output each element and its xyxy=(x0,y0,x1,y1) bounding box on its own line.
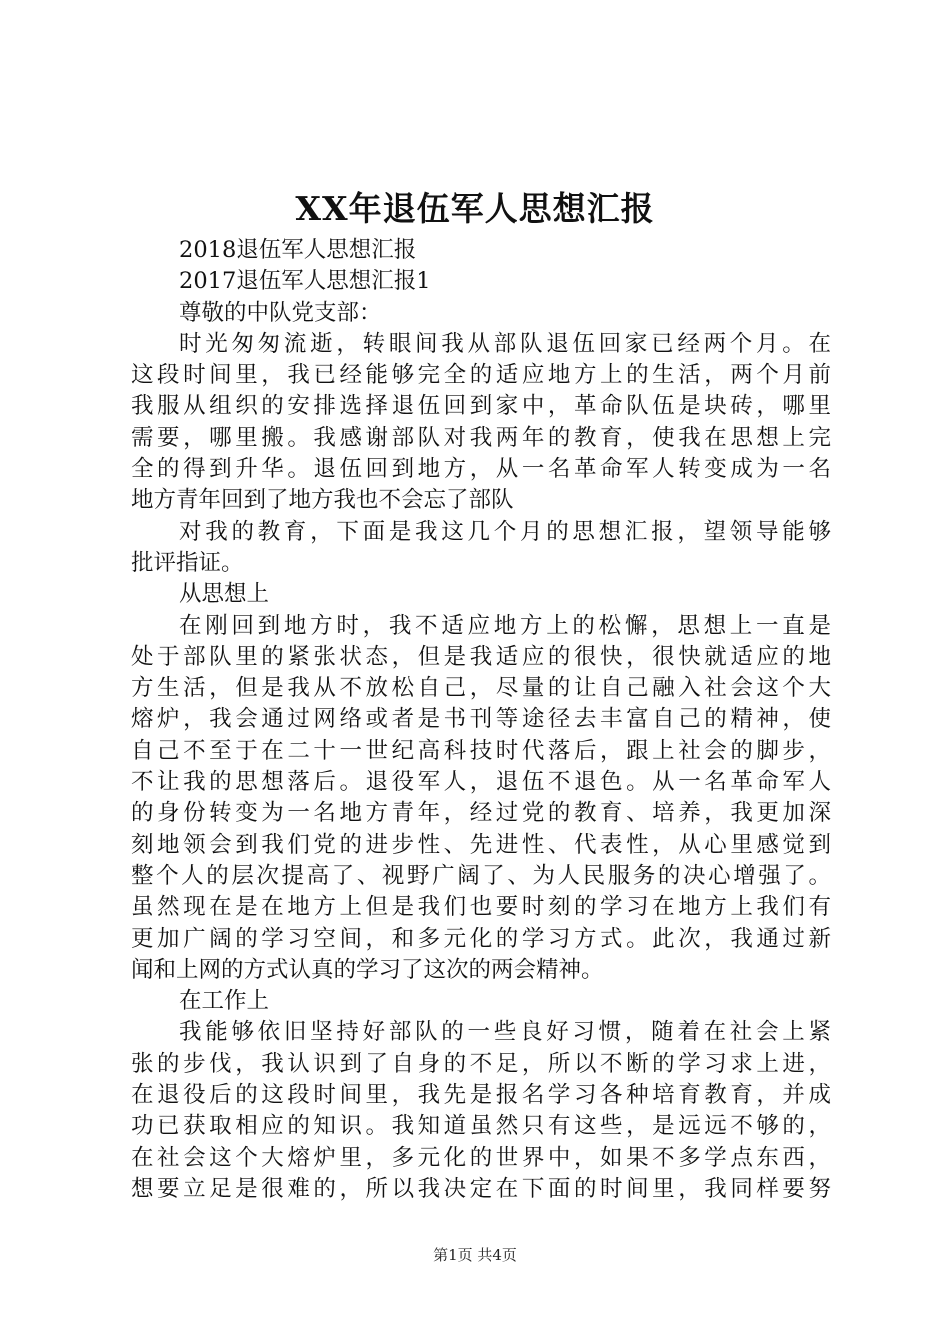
text-line: 熔炉，我会通过网络或者是书刊等途径去丰富自己的精神，使 xyxy=(131,706,831,733)
text-line: 在工作上 xyxy=(179,988,270,1015)
text-line: 2017退伍军人思想汇报1 xyxy=(179,268,431,295)
text-line: 需要，哪里搬。我感谢部队对我两年的教育，使我在思想上完 xyxy=(131,424,831,451)
text-line: 想要立足是很难的，所以我决定在下面的时间里，我同样要努 xyxy=(131,1175,831,1202)
text-line: 2018退伍军人思想汇报 xyxy=(179,237,417,263)
text-line: 对我的教育，下面是我这几个月的思想汇报，望领导能够 xyxy=(179,518,831,545)
text-line: 功已获取相应的知识。我知道虽然只有这些，是远远不够的， xyxy=(131,1113,831,1140)
text-line: 闻和上网的方式认真的学习了这次的两会精神。 xyxy=(131,956,604,983)
text-line: 张的步伐，我认识到了自身的不足，所以不断的学习求上进， xyxy=(131,1050,831,1077)
text-line: 在刚回到地方时，我不适应地方上的松懈，思想上一直是 xyxy=(179,612,831,639)
page-footer: 第1页 共4页 xyxy=(433,1246,517,1264)
text-line: 整个人的层次提高了、视野广阔了、为人民服务的决心增强了。 xyxy=(131,862,831,889)
text-line: 的身份转变为一名地方青年，经过党的教育、培养，我更加深 xyxy=(131,800,831,827)
text-line: 批评指证。 xyxy=(131,549,244,576)
text-line: 更加广阔的学习空间，和多元化的学习方式。此次，我通过新 xyxy=(131,925,831,952)
document-title: XX年退伍军人思想汇报 xyxy=(295,189,655,228)
text-line: 时光匆匆流逝，转眼间我从部队退伍回家已经两个月。在 xyxy=(179,330,831,357)
text-line: 尊敬的中队党支部： xyxy=(179,299,382,326)
text-line: 处于部队里的紧张状态，但是我适应的很快，很快就适应的地 xyxy=(131,643,831,670)
text-line: 从思想上 xyxy=(179,581,270,608)
text-line: 我服从组织的安排选择退伍回到家中，革命队伍是块砖，哪里 xyxy=(131,393,831,420)
text-line: 方生活，但是我从不放松自己，尽量的让自己融入社会这个大 xyxy=(131,675,831,702)
text-line: 在社会这个大熔炉里，多元化的世界中，如果不多学点东西， xyxy=(131,1144,831,1171)
text-line: 地方青年回到了地方我也不会忘了部队 xyxy=(131,487,514,514)
text-line: 全的得到升华。退伍回到地方，从一名革命军人转变成为一名 xyxy=(131,456,831,483)
document-body xyxy=(131,235,831,1205)
text-line: 虽然现在是在地方上但是我们也要时刻的学习在地方上我们有 xyxy=(131,894,831,921)
text-line: 这段时间里，我已经能够完全的适应地方上的生活，两个月前 xyxy=(131,362,831,389)
text-line: 在退役后的这段时间里，我先是报名学习各种培育教育，并成 xyxy=(131,1082,831,1109)
text-line: 刻地领会到我们党的进步性、先进性、代表性，从心里感觉到 xyxy=(131,831,831,858)
text-line: 不让我的思想落后。退役军人，退伍不退色。从一名革命军人 xyxy=(131,769,831,796)
text-line: 我能够依旧坚持好部队的一些良好习惯，随着在社会上紧 xyxy=(179,1019,831,1046)
text-line: 自己不至于在二十一世纪高科技时代落后，跟上社会的脚步， xyxy=(131,737,831,764)
